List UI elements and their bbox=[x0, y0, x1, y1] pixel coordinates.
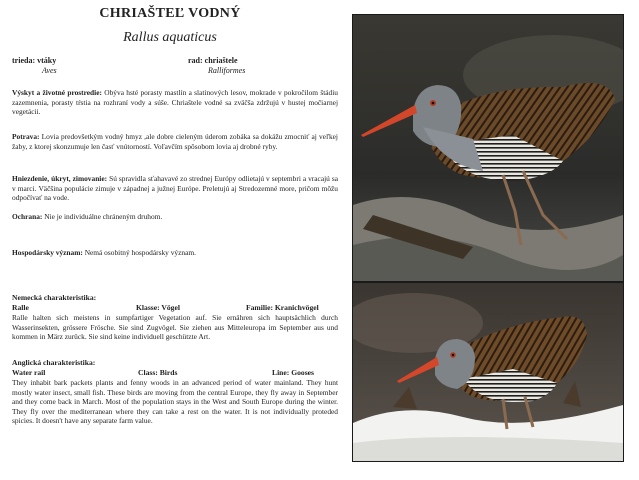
habitat-text: Obýva hsté porasty mastlín a slatinových lesov, mokrade v pokročilom štádiu zazemnenia, porasty tŕstia na rozhraní vody a súše. Chriaštele vodné sa zväčša zdržujú v hustej močiarnej vegetácii. bbox=[12, 88, 338, 117]
economic-text: Nemá osobitný hospodársky význam. bbox=[82, 248, 196, 257]
german-name: Ralle bbox=[12, 303, 29, 312]
class-label: trieda: vtáky bbox=[12, 56, 57, 65]
nesting-paragraph bbox=[12, 174, 338, 203]
economic-paragraph bbox=[12, 248, 338, 258]
nesting-text: Sú spravidla sťahavavé zo strednej Európy odlietajú v septembri a vracajú sa v marci. Väčšina populácie zimuje v západnej a južnej Európe. Preletujú aj Stredozemné more, pričom môžu odpočívať na vode. bbox=[12, 174, 338, 203]
food-paragraph bbox=[12, 132, 338, 151]
german-family: Familie: Kranichvögel bbox=[246, 303, 319, 312]
german-text: Ralle halten sich meistens in sumpfartiger Vegetation auf. Sie ernähren sich hauptsächlich durch Wasserinsekten, grössere Frösche. Sie sind Zugvögel. Sie ziehen aus Mitteleuropa im September aus und kommen in März zurück. Sie sind keine individuell geschützte Art. bbox=[12, 313, 338, 342]
protection-label: Ochrana: bbox=[12, 212, 43, 221]
protection-paragraph bbox=[12, 212, 338, 222]
order-value: Ralliformes bbox=[208, 66, 246, 75]
english-text: They inhabit bark packets plants and fenny woods in an advanced period of water mainland. They hunt mostly water insect, small fish. These birds are moving from the central Europe, they fly away in September and they come back in March. Most of the population stays in the West and South Europe during the winter. They fly over the mediterranean where they can take a rest on the water. It is not individually proteded spicies. It doesn't have any separate farm value. bbox=[12, 378, 338, 426]
german-class: Klasse: Vögel bbox=[136, 303, 180, 312]
english-name: Water rail bbox=[12, 368, 46, 377]
habitat-paragraph bbox=[12, 88, 338, 117]
english-line: Line: Gooses bbox=[272, 368, 314, 377]
habitat-label: Výskyt a životné prostredie: bbox=[12, 88, 102, 97]
class-value: Aves bbox=[42, 66, 57, 75]
economic-label: Hospodársky význam: bbox=[12, 248, 83, 257]
german-header: Nemecká charakteristika: bbox=[12, 293, 97, 302]
food-text: Lovia predovšetkým vodný hmyz ,ale dobre cieleným úderom zobáka sa dokážu zmocniť aj veľkej žaby, z ktorej skonzumuje len časť vnútorností. Voľavčím spôsobom lovia aj drobné ryby. bbox=[12, 132, 338, 151]
english-header: Anglická charakteristika: bbox=[12, 358, 96, 367]
water-rail-photo bbox=[352, 14, 624, 282]
water-rail-in-snow-photo bbox=[352, 282, 624, 462]
english-class: Class: Birds bbox=[138, 368, 178, 377]
latin-name: Rallus aquaticus bbox=[123, 30, 217, 45]
order-label: rad: chriaštele bbox=[188, 56, 238, 65]
nesting-label: Hniezdenie, úkryt, zimovanie: bbox=[12, 174, 108, 183]
page-title: CHRIAŠTEĽ VODNÝ bbox=[99, 6, 241, 21]
food-label: Potrava: bbox=[12, 132, 40, 141]
protection-text: Nie je individuálne chráneným druhom. bbox=[42, 212, 163, 221]
